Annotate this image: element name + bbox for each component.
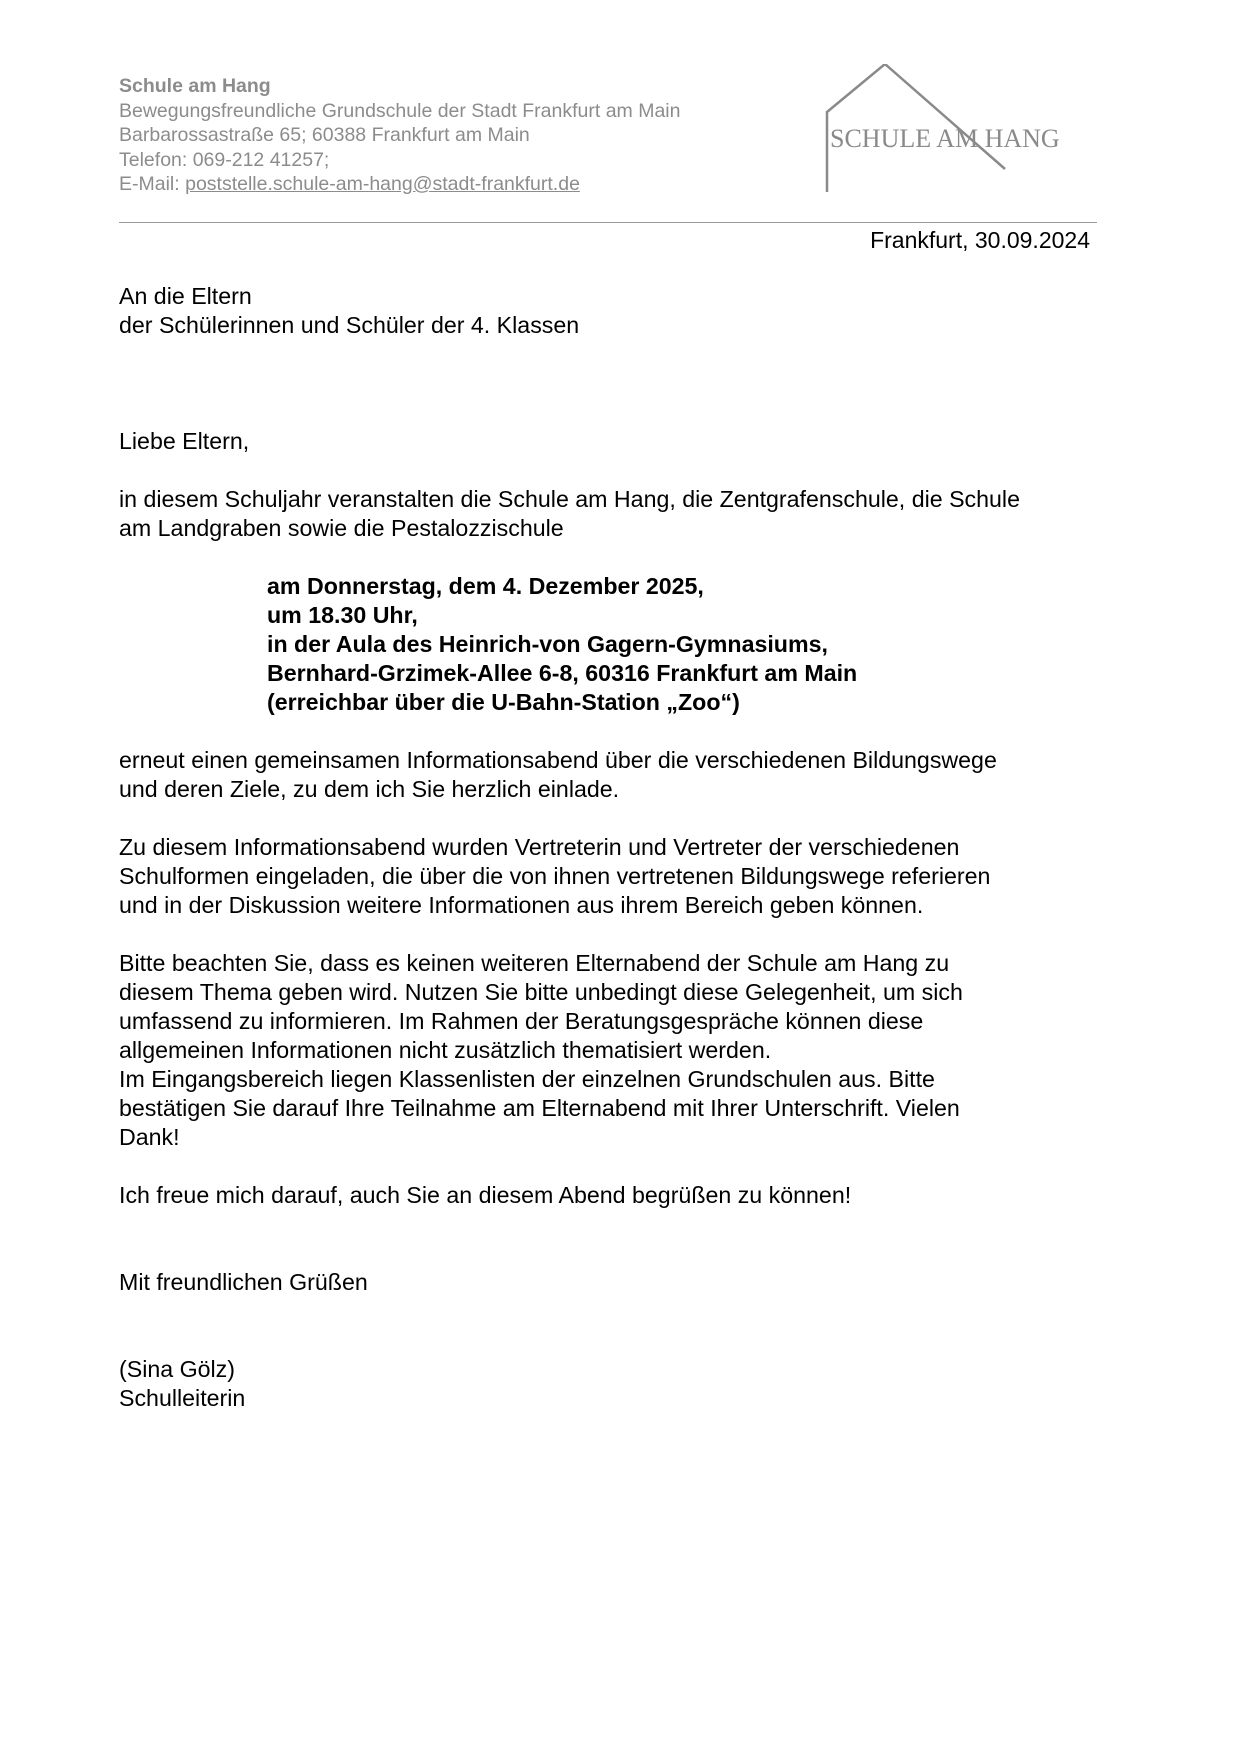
event-place: in der Aula des Heinrich-von Gagern-Gymnasiums,	[267, 631, 828, 657]
school-subtitle: Bewegungsfreundliche Grundschule der Stadt Frankfurt am Main	[119, 99, 681, 122]
school-email-line	[119, 172, 819, 197]
intro-paragraph	[119, 485, 1104, 543]
text-line: Zu diesem Informationsabend wurden Vertreterin und Vertreter der verschiedenen	[119, 834, 960, 860]
text-line: diesem Thema geben wird. Nutzen Sie bitte unbedingt diese Gelegenheit, um sich	[119, 979, 963, 1005]
school-address: Barbarossastraße 65; 60388 Frankfurt am Main	[119, 124, 530, 146]
paragraph-4	[119, 1065, 1104, 1152]
event-date: am Donnerstag, dem 4. Dezember 2025,	[267, 573, 704, 599]
event-details	[267, 572, 1104, 717]
text-line: in diesem Schuljahr veranstalten die Schule am Hang, die Zentgrafenschule, die Schule	[119, 486, 1020, 512]
paragraph-2	[119, 833, 1104, 920]
recipient-line: der Schülerinnen und Schüler der 4. Klassen	[119, 312, 580, 338]
school-name: Schule am Hang	[119, 75, 271, 97]
paragraph-5: Ich freue mich darauf, auch Sie an diesem Abend begrüßen zu können!	[119, 1182, 852, 1208]
letterhead	[119, 74, 819, 197]
email-link[interactable]: poststelle.schule-am-hang@stadt-frankfurt.de	[185, 173, 580, 195]
letter-body	[119, 282, 1104, 1413]
closing: Mit freundlichen Grüßen	[119, 1269, 368, 1295]
recipient	[119, 282, 1104, 340]
paragraph-3	[119, 949, 1104, 1065]
text-line: umfassend zu informieren. Im Rahmen der Beratungsgespräche können diese	[119, 1008, 924, 1034]
text-line: und in der Diskussion weitere Informationen aus ihrem Bereich geben können.	[119, 892, 924, 918]
letter-date: Frankfurt, 30.09.2024	[870, 227, 1090, 253]
text-line: am Landgraben sowie die Pestalozzischule	[119, 515, 564, 541]
recipient-line: An die Eltern	[119, 283, 252, 309]
signature-name: (Sina Gölz)	[119, 1356, 235, 1382]
event-time: um 18.30 Uhr,	[267, 602, 418, 628]
text-line: allgemeinen Informationen nicht zusätzlich thematisiert werden.	[119, 1037, 772, 1063]
text-line: bestätigen Sie darauf Ihre Teilnahme am Elternabend mit Ihrer Unterschrift. Vielen	[119, 1095, 960, 1121]
event-transit: (erreichbar über die U-Bahn-Station „Zoo“)	[267, 689, 740, 715]
text-line: Bitte beachten Sie, dass es keinen weiteren Elternabend der Schule am Hang zu	[119, 950, 950, 976]
text-line: und deren Ziele, zu dem ich Sie herzlich einlade.	[119, 776, 620, 802]
paragraph-1	[119, 746, 1104, 804]
text-line: Schulformen eingeladen, die über die von ihnen vertretenen Bildungswege referieren	[119, 863, 991, 889]
text-line: Dank!	[119, 1124, 180, 1150]
header-divider	[119, 222, 1097, 223]
text-line: Im Eingangsbereich liegen Klassenlisten der einzelnen Grundschulen aus. Bitte	[119, 1066, 935, 1092]
school-phone: Telefon: 069-212 41257;	[119, 148, 330, 171]
logo-text: SCHULE AM HANG	[830, 124, 1060, 153]
signature-block	[119, 1355, 1104, 1413]
email-label: E-Mail:	[119, 173, 186, 195]
salutation: Liebe Eltern,	[119, 428, 250, 454]
event-address: Bernhard-Grzimek-Allee 6-8, 60316 Frankfurt am Main	[267, 660, 858, 686]
text-line: erneut einen gemeinsamen Informationsabend über die verschiedenen Bildungswege	[119, 747, 997, 773]
signature-role: Schulleiterin	[119, 1385, 246, 1411]
